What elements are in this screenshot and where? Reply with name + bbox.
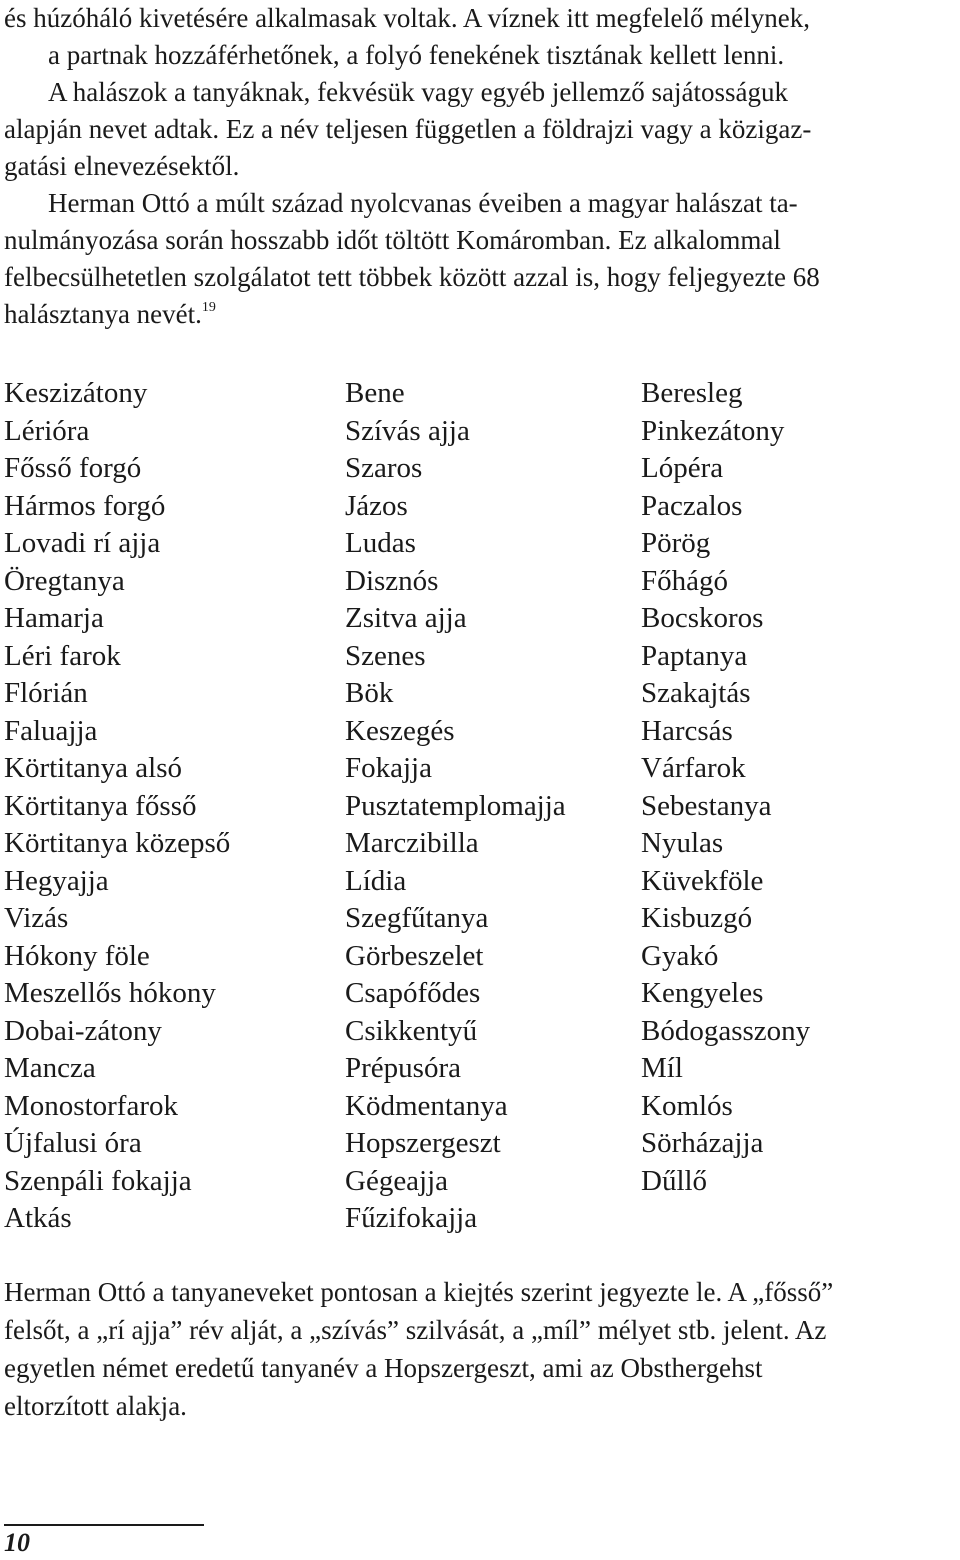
tanya-name: Szaros	[345, 452, 423, 484]
tanya-name: Ködmentanya	[345, 1089, 508, 1122]
intro-last-line	[4, 296, 216, 333]
tanya-name: Lídia	[345, 864, 407, 897]
intro-line: Herman Ottó a múlt század nyolcvanas éveiben a magyar halászat ta-	[48, 188, 798, 218]
tanya-name: Körtitanya közepső	[4, 827, 231, 859]
tanya-name: Szakajtás	[641, 677, 751, 709]
tanya-name: Komlós	[641, 1089, 733, 1122]
intro-line: nulmányozása során hosszabb időt töltött Komáromban. Ez alkalommal	[4, 225, 781, 255]
tanya-name: Jázos	[345, 489, 408, 522]
tanya-name: Paczalos	[641, 489, 743, 522]
tanya-name: Küvekföle	[641, 864, 764, 897]
tanya-name: Görbeszelet	[345, 939, 484, 972]
tanya-name: Keszizátony	[4, 377, 148, 409]
tanya-name: Bódogasszony	[641, 1014, 811, 1047]
tanya-name: Meszellős hókony	[4, 977, 216, 1009]
tanya-name: Harcsás	[641, 714, 733, 747]
intro-line: alapján nevet adtak. Ez a név teljesen független a földrajzi vagy a közigaz-	[4, 114, 812, 144]
tanya-name: Kengyeles	[641, 977, 764, 1009]
intro-line: felbecsülhetetlen szolgálatot tett többek között azzal is, hogy feljegyezte 68	[4, 262, 820, 292]
closing-line: eltorzított alakja.	[4, 1391, 187, 1421]
tanya-name: Körtitanya alsó	[4, 752, 182, 784]
tanya-name: Bök	[345, 677, 394, 709]
footnote-ref: 19	[201, 300, 216, 315]
tanya-name: Mancza	[4, 1052, 96, 1084]
tanya-name: Lovadi rí ajja	[4, 527, 161, 559]
tanya-name: Hopszergeszt	[345, 1127, 501, 1159]
tanya-name: Szenes	[345, 639, 426, 672]
tanya-name: Fokajja	[345, 752, 432, 784]
tanya-name: Várfarok	[641, 752, 746, 784]
tanya-list-column-2	[345, 375, 566, 1238]
tanya-name: Pusztatemplomajja	[345, 789, 566, 822]
intro-line: halásztanya nevét.	[4, 299, 202, 329]
tanya-name: Dobai-zátony	[4, 1014, 162, 1047]
tanya-name: Bene	[345, 377, 405, 409]
tanya-name: Sörházajja	[641, 1127, 764, 1159]
tanya-name: Bocskoros	[641, 602, 764, 634]
tanya-name: Vizás	[4, 902, 69, 934]
tanya-name: Nyulas	[641, 827, 724, 859]
closing-line: Herman Ottó a tanyaneveket pontosan a kiejtés szerint jegyezte le. A „fősső”	[4, 1277, 834, 1307]
tanya-name: Fősső forgó	[4, 452, 142, 484]
tanya-list-column-3	[641, 375, 810, 1200]
page-number: 10	[4, 1528, 30, 1557]
tanya-name: Monostorfarok	[4, 1089, 178, 1122]
tanya-name: Fűzifokajja	[345, 1202, 478, 1234]
tanya-name: Öregtanya	[4, 564, 125, 597]
tanya-list-column-1	[4, 375, 230, 1238]
tanya-name: Marczibilla	[345, 827, 479, 859]
tanya-name: Beresleg	[641, 377, 743, 409]
tanya-name: Zsitva ajja	[345, 602, 467, 634]
tanya-name: Disznós	[345, 564, 439, 597]
intro-line: gatási elnevezésektől.	[4, 151, 240, 181]
closing-line: egyetlen német eredetű tanyanév a Hopszergeszt, ami az Obsthergehst	[4, 1353, 763, 1383]
tanya-name: Csapófődes	[345, 977, 481, 1009]
tanya-name: Lópéra	[641, 452, 724, 484]
tanya-name: Léri farok	[4, 639, 121, 672]
tanya-name: Pinkezátony	[641, 414, 785, 447]
tanya-name: Gyakó	[641, 939, 719, 972]
tanya-name: Hármos forgó	[4, 489, 166, 522]
tanya-name: Prépusóra	[345, 1052, 461, 1084]
tanya-name: Hegyajja	[4, 864, 109, 897]
tanya-name: Pörög	[641, 527, 711, 559]
tanya-name: Sebestanya	[641, 789, 772, 822]
intro-line: és húzóháló kivetésére alkalmasak voltak. A víznek itt megfelelő mélynek,	[4, 3, 810, 33]
tanya-name: Faluajja	[4, 714, 98, 747]
tanya-name: Paptanya	[641, 639, 748, 672]
tanya-name: Hókony föle	[4, 939, 150, 972]
closing-line: felsőt, a „rí ajja” rév alját, a „szívás” szilvását, a „míl” mélyet stb. jelent. Az	[4, 1315, 827, 1345]
tanya-name: Dűllő	[641, 1164, 708, 1197]
tanya-name: Hamarja	[4, 602, 104, 634]
intro-line: a partnak hozzáférhetőnek, a folyó fenekének tisztának kellett lenni.	[48, 40, 785, 70]
tanya-name: Míl	[641, 1052, 683, 1084]
tanya-name: Kisbuzgó	[641, 902, 753, 934]
footer-rule	[4, 1524, 204, 1526]
tanya-name: Atkás	[4, 1202, 72, 1234]
intro-line: A halászok a tanyáknak, fekvésük vagy egyéb jellemző sajátosságuk	[48, 77, 789, 107]
tanya-name: Szenpáli fokajja	[4, 1164, 192, 1197]
tanya-name: Gégeajja	[345, 1164, 449, 1197]
tanya-name: Csikkentyű	[345, 1014, 478, 1047]
tanya-name: Újfalusi óra	[4, 1127, 142, 1159]
tanya-name: Keszegés	[345, 714, 455, 747]
tanya-name: Főhágó	[641, 564, 728, 597]
tanya-name: Szegfűtanya	[345, 902, 489, 934]
tanya-name: Ludas	[345, 527, 416, 559]
tanya-name: Lérióra	[4, 414, 90, 447]
tanya-name: Flórián	[4, 677, 88, 709]
tanya-name: Körtitanya fősső	[4, 789, 197, 822]
tanya-name: Szívás ajja	[345, 414, 470, 447]
